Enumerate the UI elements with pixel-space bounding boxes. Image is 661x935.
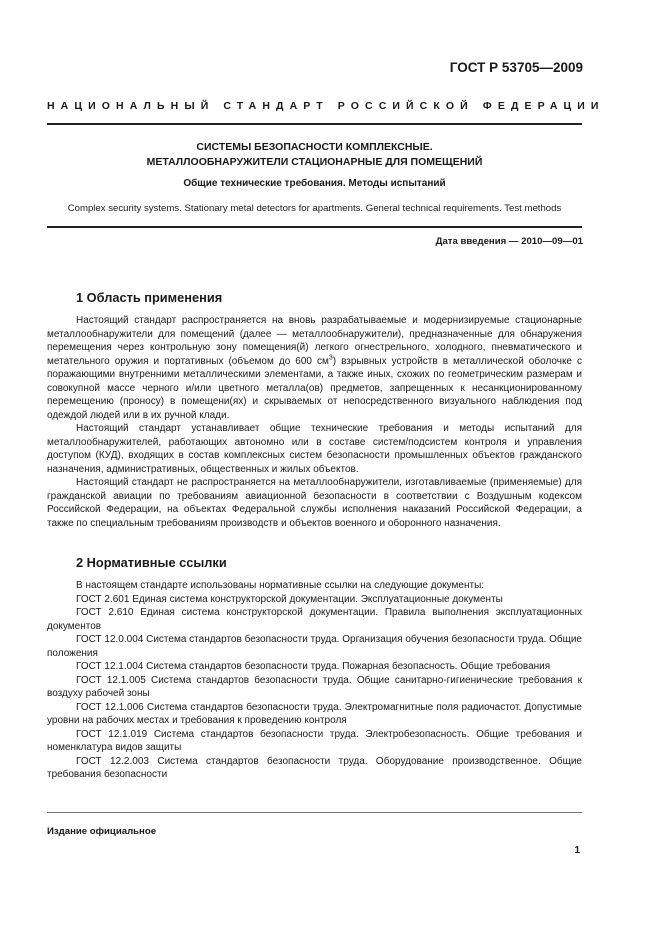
national-standard-banner: НАЦИОНАЛЬНЫЙ СТАНДАРТ РОССИЙСКОЙ ФЕДЕРАЦИИ xyxy=(47,100,605,112)
page-number: 1 xyxy=(574,845,580,856)
introduction-date: Дата введения — 2010—09—01 xyxy=(435,236,583,247)
document-title xyxy=(47,140,582,170)
paragraph: Настоящий стандарт не распространяется на металлообнаружители, изготавливаемые (применяемые) для гражданской авиации по требованиям авиационной безопасности в соответствии с Воздушным кодексом Российской Федерации, на объектах Федеральной службы исполнения наказаний Российской Федерации, а также по специальным требованиям производств и объектов военного и оборонного назначения. xyxy=(47,477,582,529)
english-title: Complex security systems. Stationary metal detectors for apartments. General technical requirements. Test methods xyxy=(67,203,562,214)
reference-item: ГОСТ 2.610 Единая система конструкторской документации. Правила выполнения эксплуатационных документов xyxy=(47,607,582,632)
paragraph-text: Настоящий стандарт распространяется на вновь разрабатываемые и модернизируемые стационарные металлообнаружители для помещений (далее — металлообнаружители), предназначенные для обнаружения перемещения через контрольную зону помещения(й) легкого огнестрельного, холодного, пневматического и метательного оружия и портативных (объемом до 600 см xyxy=(47,315,582,367)
reference-item: ГОСТ 12.1.006 Система стандартов безопасности труда. Электромагнитные поля радиочастот. Допустимые уровни на рабочих местах и требования к проведению контроля xyxy=(47,701,582,726)
section-scope xyxy=(47,290,582,530)
edition-note: Издание официальное xyxy=(47,826,157,837)
footer-divider xyxy=(47,812,582,813)
reference-item: ГОСТ 12.1.005 Система стандартов безопасности труда. Общие санитарно-гигиенические требования к воздуху рабочей зоны xyxy=(47,674,582,699)
reference-item: ГОСТ 12.2.003 Система стандартов безопасности труда. Оборудование производственное. Общие требования безопасности xyxy=(47,755,582,780)
title-line-2: МЕТАЛЛООБНАРУЖИТЕЛИ СТАЦИОНАРНЫЕ ДЛЯ ПОМЕЩЕНИЙ xyxy=(146,156,483,168)
paragraph-text: ) взрывных устройств в металлической оболочке с поражающими внутренними металлическими элементами, а также иных, схожих по геометрическим размерам и совокупной массе черного и/или цветного металла(ов) предметов, запрещенных к несанкционированному перемещению (проносу) в помещени(ях) и скрываемых от непосредственного визуального наблюдения под одеждой людей или в их ручной клади. xyxy=(47,355,582,421)
reference-item: ГОСТ 12.1.019 Система стандартов безопасности труда. Электробезопасность. Общие требования и номенклатура видов защиты xyxy=(47,728,582,753)
section-heading-references: 2 Нормативные ссылки xyxy=(76,555,227,570)
document-subtitle: Общие технические требования. Методы испытаний xyxy=(183,178,446,189)
section-heading-scope: 1 Область применения xyxy=(76,290,223,305)
title-line-1: СИСТЕМЫ БЕЗОПАСНОСТИ КОМПЛЕКСНЫЕ. xyxy=(196,141,433,153)
paragraph xyxy=(47,314,582,422)
section-normative-references xyxy=(47,555,582,782)
paragraph: Настоящий стандарт устанавливает общие технические требования и методы испытаний для металлообнаружителей, работающих автономно или в составе систем/подсистем контроля и управления доступом (КУД), входящих в состав комплексных систем безопасности промышленных объектов гражданского назначения, административных, общественных и жилых объектов. xyxy=(47,423,582,475)
title-divider xyxy=(47,226,582,228)
standard-id: ГОСТ Р 53705—2009 xyxy=(449,60,583,75)
paragraph: В настоящем стандарте использованы нормативные ссылки на следующие документы: xyxy=(76,580,485,591)
reference-item: ГОСТ 2.601 Единая система конструкторской документации. Эксплуатационные документы xyxy=(76,593,503,605)
header-divider xyxy=(47,123,582,125)
reference-item: ГОСТ 12.0.004 Система стандартов безопасности труда. Организация обучения безопасности труда. Общие положения xyxy=(47,634,582,659)
superscript: 3 xyxy=(328,354,333,362)
reference-item: ГОСТ 12.1.004 Система стандартов безопасности труда. Пожарная безопасность. Общие требования xyxy=(76,661,551,672)
